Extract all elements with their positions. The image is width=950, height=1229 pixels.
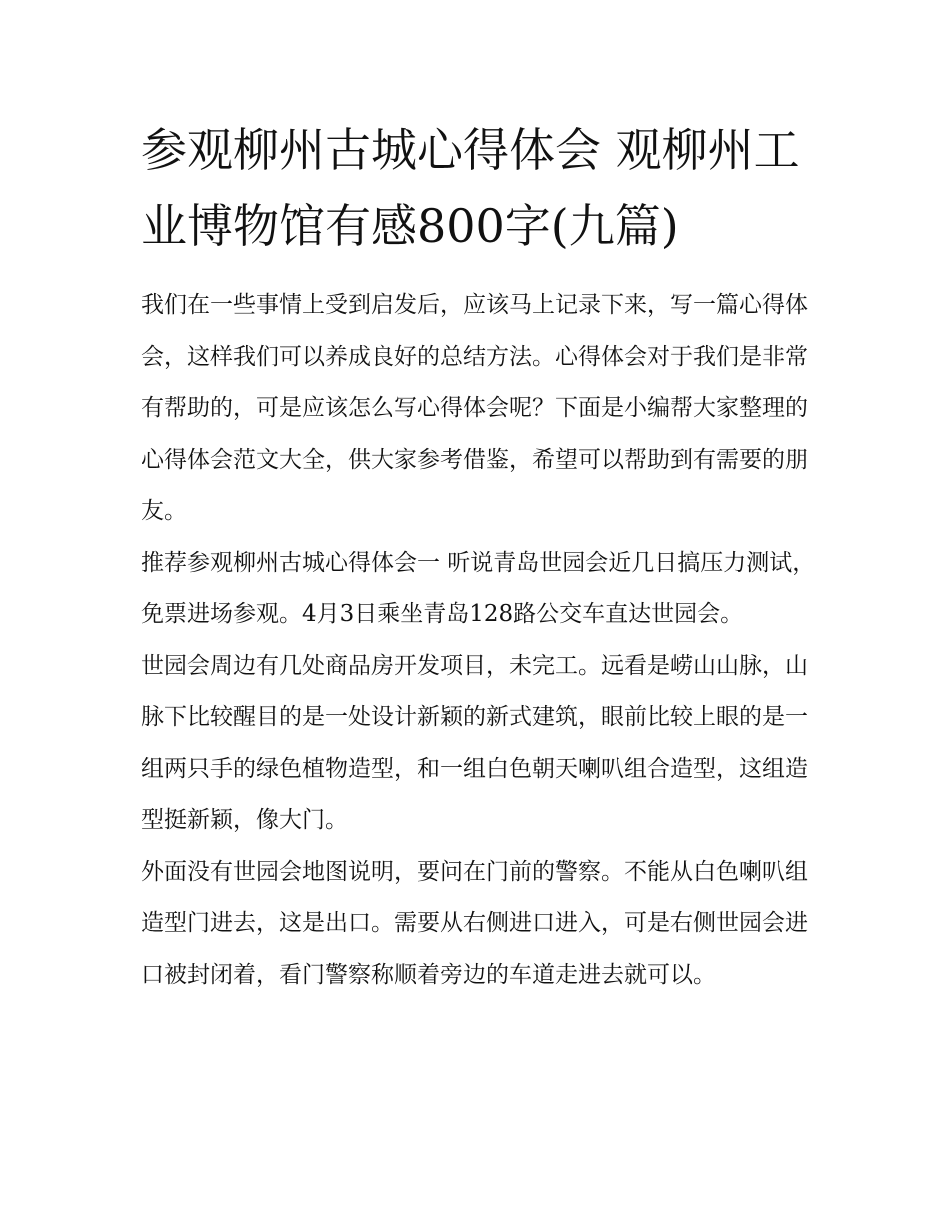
paragraph-surroundings: 世园会周边有几处商品房开发项目，未完工。远看是崂山山脉，山脉下比较醒目的是一处设计新颖的新式建筑，眼前比较上眼的是一组两只手的绿色植物造型，和一组白色朝天喇叭组合造型，这组造型挺新颖，像大门。 [141, 652, 808, 833]
paragraph-entrance: 外面没有世园会地图说明，要问在门前的警察。不能从白色喇叭组造型门进去，这是出口。需要从右侧进口进入，可是右侧世园会进口被封闭着，看门警察称顺着旁边的车道走进去就可以。 [141, 858, 808, 988]
paragraph-intro: 我们在一些事情上受到启发后，应该马上记录下来，写一篇心得体会，这样我们可以养成良好的总结方法。心得体会对于我们是非常有帮助的，可是应该怎么写心得体会呢？下面是小编帮大家整理的心得体会范文大全，供大家参考借鉴，希望可以帮助到有需要的朋友。 [141, 292, 808, 524]
document-title: 参观柳州古城心得体会 观柳州工业博物馆有感800字(九篇) [141, 123, 800, 253]
paragraph-visit: 推荐参观柳州古城心得体会一 听说青岛世园会近几日搞压力测试，免票进场参观。4月3日乘坐青岛128路公交车直达世园会。 [141, 549, 816, 627]
document-body [141, 112, 816, 1001]
